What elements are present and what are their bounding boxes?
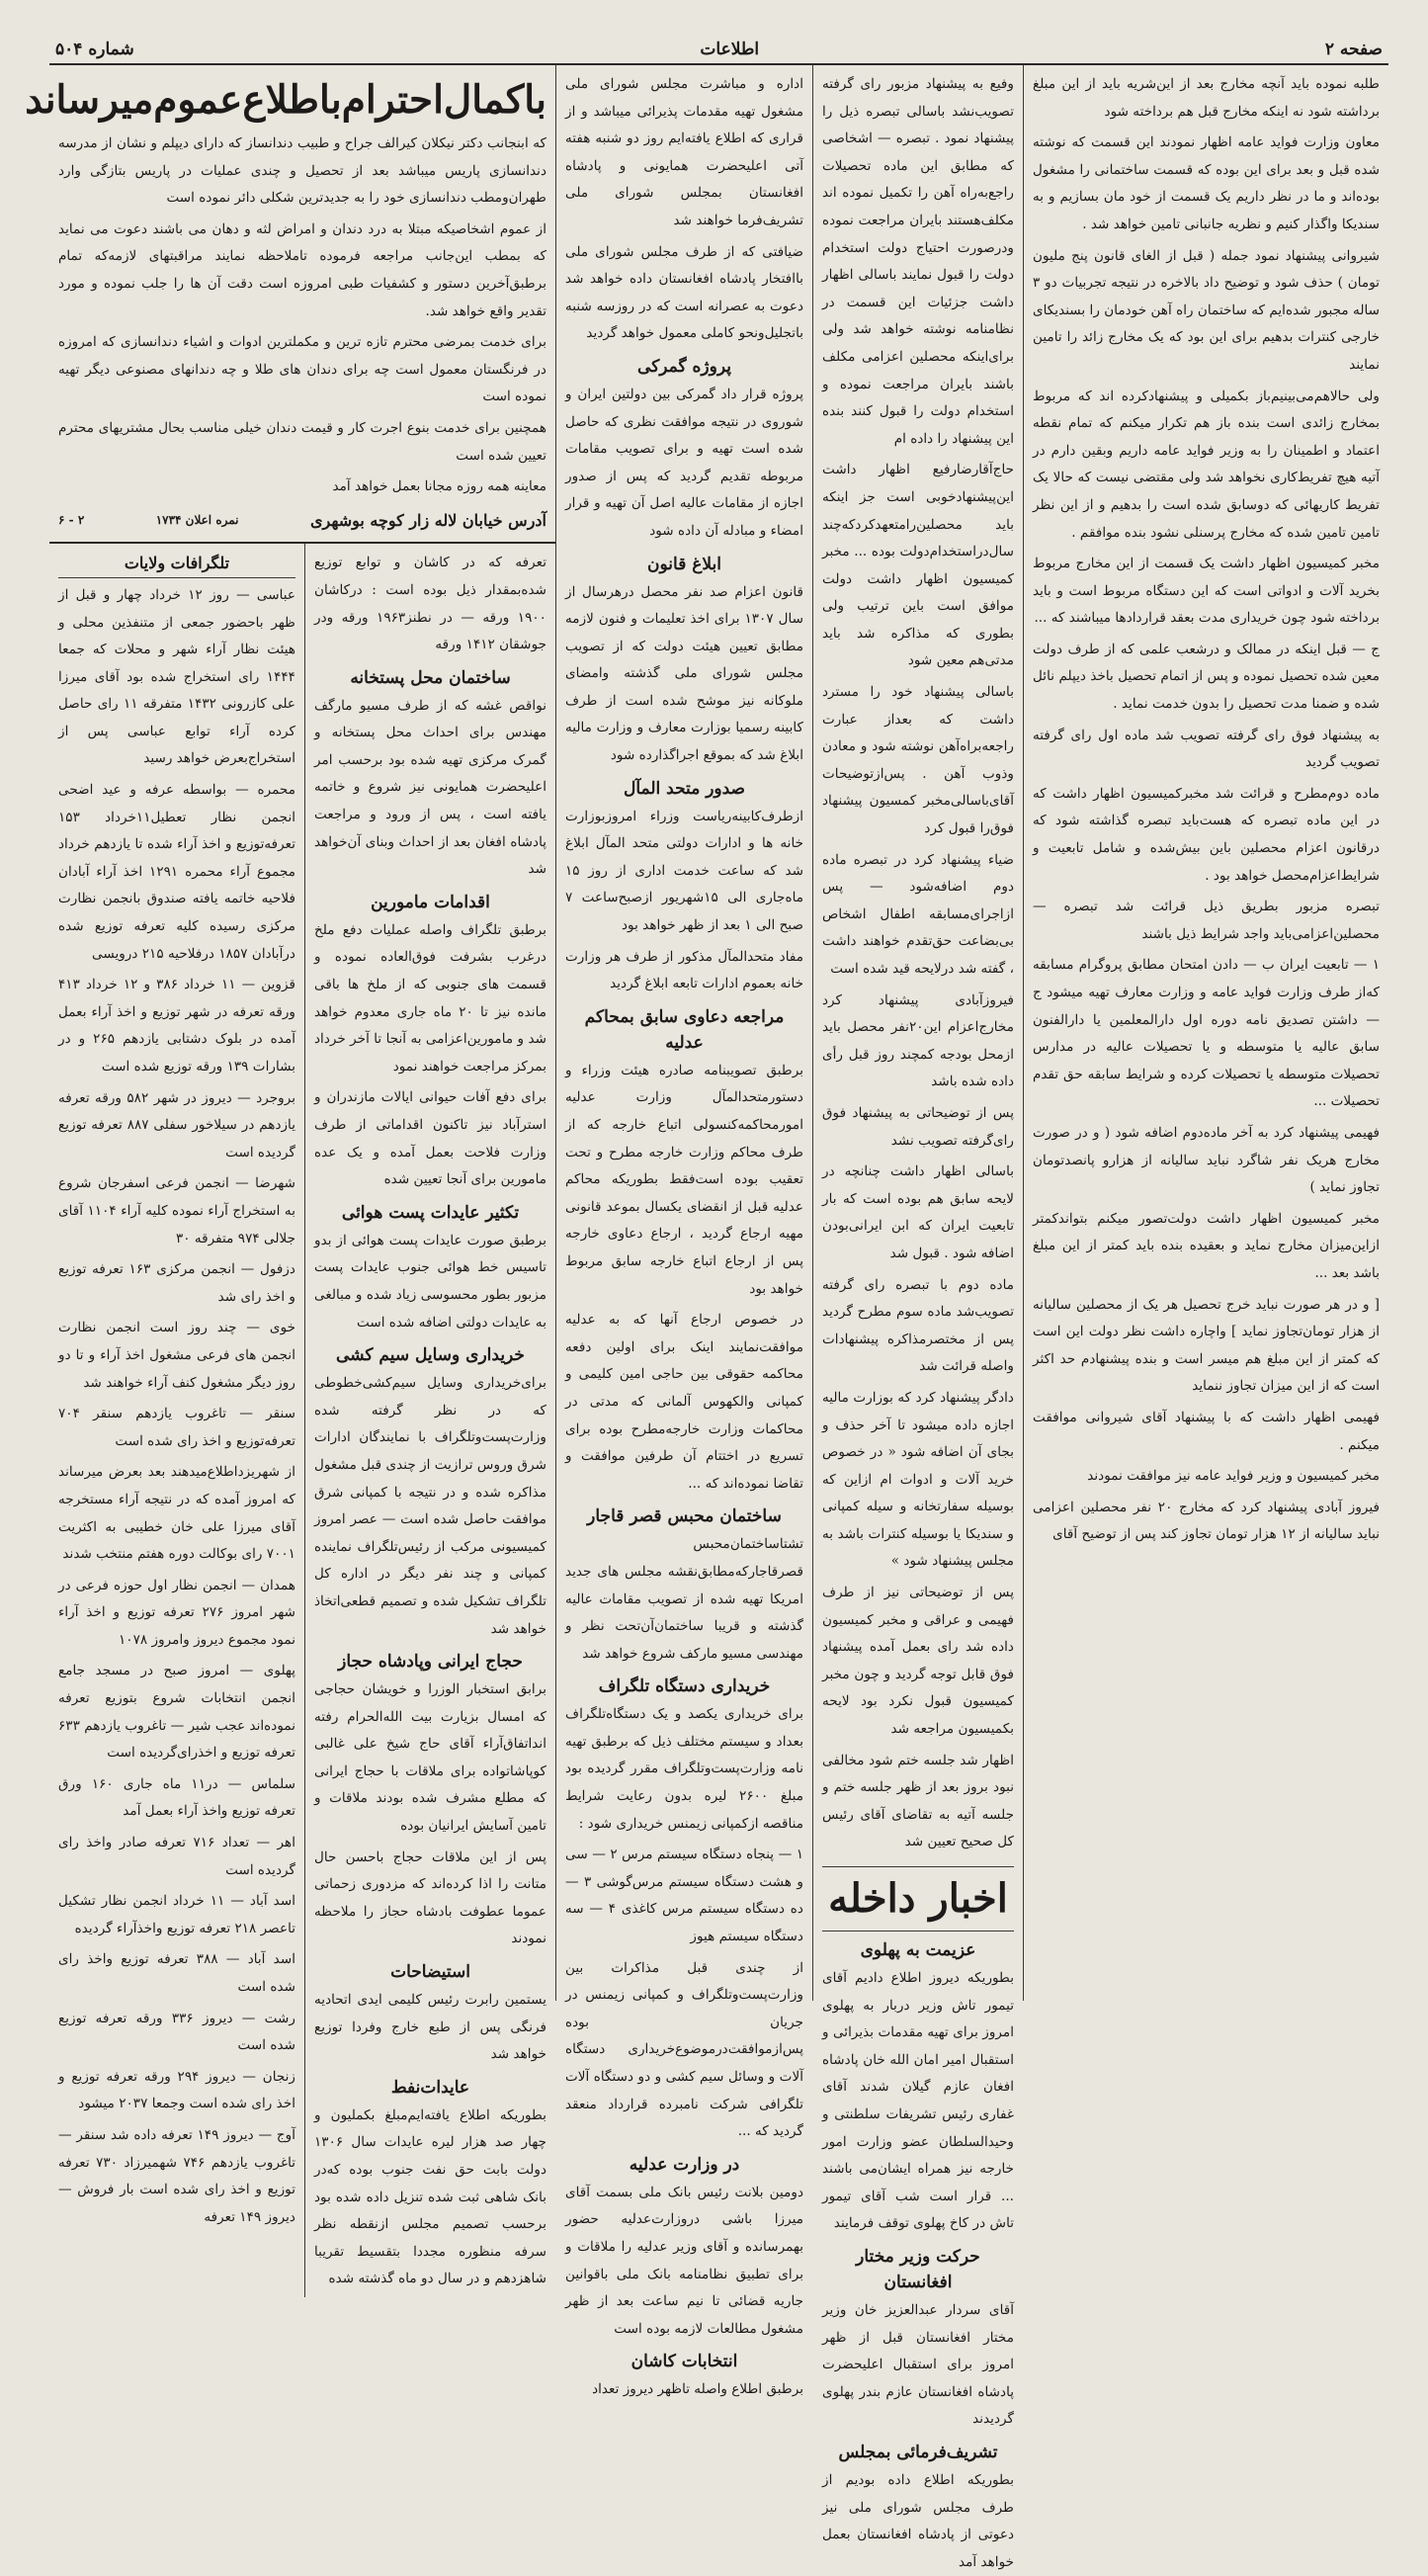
paragraph: دزفول — انجمن مرکزی ۱۶۳ تعرفه توزیع و اخذ رای شد [58, 1261, 295, 1305]
column-2 [304, 544, 555, 2297]
paper-name: اطلاعات [700, 40, 760, 59]
paragraph: اداره و مباشرت مجلس شورای ملی مشغول تهیه مقدمات پذیرائی میباشد و از قراری که اطلاع یافته‌ایم روز دو شنبه هفته آتی اعلیحضرت همایونی و پادشاه افغانستان بمجلس شورای ملی تشریف‌فرما خواهند شد [565, 76, 803, 228]
paragraph: برای خریداری یکصد و یک دستگاه‌تلگراف بعداد و سیستم مختلف ذیل که برطبق تهیه نامه وزارت‌پست‌وتلگراف مقرر گردیده بود مبلغ ۲۶۰۰ لیره بدون رعایت شرایط مناقصه ازکمپانی زیمنس خریداری شود : [565, 1706, 803, 1832]
paragraph: بطوریکه اطلاع یافته‌ایم‌مبلغ بکملیون و چهار صد هزار لیره عایدات سال ۱۳۰۶ دولت بابت حق نفت جنوب بوده که‌در بانک شاهی ثبت شده تنزیل داده شده بود برحسب تصمیم مجلس ازنقطه نظر سرفه منظوره مجددا بتقسیط تقریبا ‌شاهزدهم و در سال دو ماه گذشته شده [314, 2106, 546, 2287]
paragraph: ماده دوم‌مطرح‌ و قرائت شد مخبر‌کمیسیون اظهار داشت که در این ماده تبصره که هست‌باید تبصره گذاشته شود که درقانون اعزام محصلین باین بیش‌شده و شامل تابعیت و شرایط‌اعزام‌محصل خواهد بود . [1033, 785, 1380, 884]
paragraph: ازطرف‌کابینه‌ریاست وزراء امروزبوزارت خانه ها و ادارات دولتی متحد المآل ابلاغ شد که ساعت خدمت اداری از روز ۱۵ ماه‌جاری الی ۱۵شهریور ازصبح‌ساعت ۷ صبح الی ۱ بعد از ظهر خواهد بود [565, 808, 803, 934]
paragraph: از شهریزد‌اطلاع‌میدهند بعد بعرض میرساند که امروز آمده که در نتیجه آراء مستخرجه آقای میرزا علی خان خطیبی به اکثریت ۷۰۰۱ رای بوکالت دوره هفتم منتخب شدند [58, 1464, 295, 1563]
paragraph: دادگر پیشنهاد کرد که بوزارت مالیه اجازه داده میشود تا آخر حذف و بجای آن اضافه شود « در خصوص خرید آلات و ادوات ام ازاین که بوسیله سفارتخانه و سیله کمپانی و سندیکا یا بوسیله کنترات باشد به مجلس پیشنهاد شود » [822, 1389, 1014, 1570]
paragraph: ماده دوم با تبصره رای گرفته تصویب‌شد ماده سوم مطرح گردید پس از مختصرمذاکره پیشنهادات واصله قرائت شد [822, 1276, 1014, 1375]
paragraph: فیروزآبادی پیشنهاد کرد مخارج‌اعزام این‌۲۰نفر محصل باید ازمحل بودجه کمچند روز قبل رأی داده شده باشد [822, 991, 1014, 1090]
section-heading: عزیمت به پهلوی [860, 1940, 976, 1960]
paragraph: برطبق تلگراف واصله عملیات دفع ملخ درغرب بشرفت فوق‌العاده نموده و قسمت های جنوبی که از ملخ ها باقی مانده نیز تا ۲۰ ماه‌ جاری معدوم خواهد شد و مامورین‌اعزامی به آنجا تا آخر خرداد بمرکز مراجعت خواهند نمود [314, 921, 546, 1074]
section-heading: مراجعه دعاوی سابق بمحاکم عدلیه [584, 1006, 785, 1053]
column-5 [1023, 65, 1388, 2001]
paragraph: برطبق صورت عایدات پست هوائی از بدو تاسیس خط هوائی جنوب عایدات پست مزبور بطور محسوسی زیاد شده و مبالغی به عایدات دولتی اضافه شده است [314, 1232, 546, 1331]
paragraph: شیروانی پیشنهاد نمود جمله ( قبل از الغای قانون پنج ملیون تومان ) حذف شود و توضیح داد بالاخره در نتیجه تجربیات دو ۳ ساله مجبور شده‌ایم که ساختمان راه آهن خودمان را بسندیکای خارجی کنترات بدهیم برای این بود که یک مخارج زائد را تامین نمایند [1033, 247, 1380, 373]
section-heading: انتخابات کاشان [630, 2352, 738, 2372]
paragraph: باسالی اظهار داشت چنانچه در لایحه سابق هم بوده است که بار تابعیت ایران که ابن ایرانی‌بودن اضافه شود . قبول شد [822, 1163, 1014, 1261]
paragraph: برطبق تصویبنامه صادره هیئت وزراء و دستور‌متحدالمآل وزارت عدلیه امور‌محاکمه‌کنسولی اتباع خارجه که از طرف محاکم وزارت خارجه مطرح و تحت تعقیب بوده است‌فقط بطوریکه محاکم عدلیه قبل از انقضای یکسال بموعد قانونی مهیه ارجاع گردید ، ارجاع دعاوی خارجه پس از ارجاع اتباع خارجه سابق مربوط خواهد بود [565, 1062, 803, 1297]
left-block [25, 65, 555, 2287]
paragraph: از چندی قبل مذاکرات بین وزارت‌پست‌وتلگراف و کمپانی زیمنس در جریان بوده پس‌ازموافقت‌درموضوع‌خریداری دستگاه آلات و وسائل سیم کشی و دو دستگاه آلات تلگرافی شرکت نامبرده قرارداد منعقد گردید که ... [565, 1959, 803, 2140]
paragraph: اسد آباد — ۱۱ خرداد انجمن نظار تشکیل تاعصر ۲۱۸ تعرفه توزیع واخذآراء گردیده [58, 1893, 295, 1936]
paragraph: بطوریکه اطلاع داده بودیم از طرف مجلس شورای ملی نیز دعوتی از پادشاه افغانستان بعمل خواهد آمد [822, 2471, 1014, 2570]
dentist-advertisement [25, 65, 555, 544]
paragraph: قزوین — ۱۱ خرداد ۳۸۶ و ۱۲ خرداد ۴۱۳ ورقه تعرفه در شهر توزیع و اخذ آراء بعمل آمده در بلوک دشتابی یازدهم ۲۶۵ و در بشارات ۱۳۹ ورقه توزیع شده است [58, 977, 295, 1074]
paragraph: پس از توضیحاتی نیز از طرف فهیمی و عراقی و مخبر کمیسیون داده شد رای بعمل آمده پیشنهاد فوق قابل توجه گردید و چون مخبر کمیسیون قبول نکرد بود لایحه بکمیسیون مراجعه شد [822, 1585, 1014, 1738]
paragraph: برای‌خریداری وسایل سیم‌کشی‌خطوطی که در نظر گرفته شده وزارت‌پست‌وتلگراف با نمایندگان ادارات شرق وروس ترازیت از چندی قبل مشغول مذاکره شده و در نتیجه با کمپانی شرق موافقت حاصل شده است — عصر امروز کمیسیونی مرکب از رئیس‌تلگراف نماینده کمپانی و چند نفر دیگر در اداره کل تلگراف تشکیل شده و تصمیم قطعی‌اتخاذ خواهد شد [314, 1375, 546, 1637]
paragraph: ضیافتی که از طرف مجلس شورای ملی باافتخار پادشاه افغانستان داده خواهد شد دعوت به عصرانه است که در روزسه شنبه با‌تجلیل‌ونحو کاملی معمول خواهد گردید [565, 243, 803, 342]
columns [25, 65, 1388, 2570]
column-3 [555, 65, 812, 2398]
paragraph: ولی حالاهم‌می‌بینیم‌باز بکمیلی و پیشنهاد‌کرده اند که مربوط بمخارج زائدی است بنده باز هم تکرار میکنم که تمام نقطه اعتماد و اطمینان را به وزیر فواید عامه داریم وبقین دارم در آتیه هیچ تفریط‌کاری نخواهد شد ولی مقتضی نیست که حالا یک تفریط کاریهائی که دوسابق شده است را بدهیم و از این نظر تامین تامین شده که مخارج پرسنلی نشود بنده موافقم . [1033, 387, 1380, 541]
paragraph: بطوریکه دیروز اطلاع دادیم آقای تیمور تاش وزیر دربار به پهلوی امروز برای تهیه مقدمات بذیرائی و استقبال امیر امان الله خان پادشاه افغان عازم گیلان شدند آقای غفاری رئیس تشریفات سلطنتی و وحیدالسلطان عضو وزارت امور خارجه نیز همراه ایشان‌می باشند ... قرار است شب آقای تیمور تاش در کاخ پهلوی توقف فرمایند [822, 1970, 1014, 2232]
column-4 [812, 65, 1023, 2570]
section-heading: حرکت وزیر مختار افغانستان [856, 2246, 980, 2292]
ad-code: ۲ - ۶ [58, 512, 85, 527]
page-number: صفحه ۲ [1324, 40, 1383, 59]
paragraph: نواقص غشه‌ که از طرف مسیو مارگف مهندس برای احداث محل پستخانه و گمرک مرکزی تهیه شده بود برحسب امر اعلیحضرت همایونی نیز شروع و خاتمه یافته است ، پس از ورود و مراجعت پادشاه افغان بعد از احداث وبنای آن‌خواهد شد [314, 697, 546, 878]
running-head [49, 40, 1388, 65]
section-heading: عایدات‌نفط [390, 2077, 470, 2098]
paragraph: [ و در هر صورت نباید خرج تحصیل هر یک از محصلین سالیانه از هزار تومان‌تجاوز نماید ] و‌اچاره داشت نظر دولت این است که کمتر از این مبلغ هم میسر است و بنده پیشنهادم حد اکثر است که از این میزان تجاوز ننماید [1033, 1296, 1380, 1395]
ad-footer [58, 507, 546, 535]
paragraph: زنجان — دیروز ۲۹۴ ورقه تعرفه توزیع و اخذ رای شده است وجمعا ۲۰۳۷ میشود [58, 2068, 295, 2112]
section-heading: استیضاحات [390, 1962, 470, 1983]
section-heading: تکثیر عایدات پست هوائی [341, 1202, 520, 1223]
section-heading: در وزارت عدلیه [629, 2154, 740, 2175]
section-heading: خریداری وسایل سیم کشی [336, 1345, 525, 1366]
paragraph: رشت — دیروز ۳۳۶ ورقه تعرفه توزیع شده است [58, 2010, 295, 2054]
ad-paragraph: از عموم اشخاصیکه مبتلا به درد دندان و امراض لثه و دهان می باشند دعوت می نماید که بمطب این‌جانب مراجعه فرموده تاملاحظه نمایند مراقبتهای لازمه‌که تمام برطبق‌آخرین دستور و کشفیات طبی امروزه است دقت آن ها را جلب نموده و مورد تقدیر واقع خواهد شد. [58, 220, 546, 319]
paragraph: قانون اعزام صد نفر محصل درهرسال از سال ۱۳۰۷ برای اخذ تعلیمات و فنون لازمه مطابق تعیین هیئت دولت که از تصویب مجلس شورای ملی گذشته وامضای ملوکانه نیز موشح شده است از طرف کابینه رسمیا بوزارت معارف و وزارت مالیه ابلاغ شد که بموقع اجرا‌گذارده شود [565, 583, 803, 764]
paragraph: اظهار شد جلسه ختم شود مخالفی نبود بروز بعد از ظهر جلسه ختم و جلسه آتیه به تقاضای آقای رئیس کل صحیح تعیین شد [822, 1752, 1014, 1850]
paragraph: آوج — دیروز ۱۴۹ تعرفه داده شد سنقر — تاغروب یازدهم ۷۴۶ شهمیرزاد ۷۳۰ تعرفه توزیع و اخذ رای شده است بار فروش — دیروز ۱۴۹ تعرفه [58, 2126, 296, 2225]
paragraph: فهیمی پیشنهاد کرد به آخر ماده‌دوم اضافه شود ( و در صورت مخارج هریک نفر شاگرد نباید سالیانه از هزارو پانصدتومان تجاوز نماید ) [1033, 1124, 1380, 1196]
section-heading: صدور متحد المآل [623, 778, 745, 799]
paragraph: ۱ — پنجاه دستگاه سیستم مرس ۲ — سی و هشت دستگاه سیستم مرس‌گوشی ۳ — ده دستگاه سیستم مرس کاغذی ۴ — سه دستگاه سیستم هیوز [565, 1846, 803, 1945]
ad-paragraph: برای خدمت بمرضی محترم تازه ترین و مکملترین ادوات و اشیاء دندانسازی که امروزه در فرنگستان معمول است چه برای دندان های طلا و چه دندانهای مصنوعی دیگر تهیه نموده است [58, 334, 546, 405]
paragraph: سلماس — در۱۱ ماه جاری ۱۶۰ ورق تعرفه توزیع واخذ آراء بعمل آمد [58, 1775, 295, 1820]
paragraph: مخبر کمیسیون اظهار داشت یک قسمت از این مخارج مربوط بخرید آلات و ادواتی است که این دستگاه مربوط است و باید برداخته شود چون خریداری مدت بعقد قرارداد‌ها میباشند که ... [1033, 556, 1380, 627]
column-1 [49, 544, 304, 2297]
paragraph: معاون وزارت فواید عامه اظهار نمودند این قسمت که نوشته شده قبل و بعد برای این بوده که قسمت ساختمانی را مشغول بوده‌اند و ما در نظر داریم یک قسمت از خود مان بسازیم و به سندیکا واگذار کنیم و نظریه جانبانی تامین خواهد شد . [1033, 134, 1380, 232]
paragraph: طلبه نموده باید آنچه مخارج بعد از این‌شریه باید از این مبلغ برداشته شود نه اینکه مخارج قبل هم برداخته شود [1033, 76, 1380, 120]
paragraph: مخبر کمیسیون اظهار داشت دولت‌تصور میکنم بتواند‌کمتر ازاین‌میزان مخارج نماید و بعقیده بنده باید کمتر از این مبلغ باشد بعد ... [1033, 1210, 1380, 1281]
paragraph: مخبر کمیسیون و وزیر فواید عامه نیز موافقت نمودند [1087, 1468, 1380, 1485]
paragraph: آقای سردار عبدالعزیز خان وزیر مختار افغانستان قبل از ظهر امروز برای استقبال اعلیحضرت پادشاه افغانستان عازم بندر پهلوی گردیدند [822, 2301, 1014, 2428]
ad-headline: باکمال‌احترام‌باطلاع‌عموم‌میرساند [25, 77, 546, 123]
paragraph: ۱ — تابعیت ایران ب — دادن امتحان مطابق پروگرام مسابقه که‌از طرف وزارت فواید عامه و وزارت معارف تهیه میشود ج — داشتن تصدیق نامه دوره اول دارالمعلمین یا دارالفنون سابق عالیه یا متوسطه و یا تحصیلات عالیه در مدارس تحصیلات متوسطه یا تحصیلات کرده و شرایط سابقه حق تقدم تحصیلات ... [1033, 957, 1380, 1110]
paragraph: حاج‌آقا‌رضارفیع اظهار داشت این‌پیشنهادخوبی است جز اینکه باید محصلین‌را‌متعهدکرد‌که‌چند سال‌در‌استخدام‌دولت بوده ... مخبر کمیسیون اظهار داشت دولت موافق است باین ترتیب ولی بطوری که مذاکره شد باید مدتی‌هم معین شود [822, 462, 1014, 669]
paragraph: خوی — چند روز است انجمن نظارت انجمن های فرعی مشغول اخذ آراء و تا دو روز دیگر مشغول کنف آراء خواهند شد [58, 1320, 295, 1391]
section-heading: ساختمان محل پستخانه [350, 667, 511, 688]
ad-paragraph: معاینه همه روزه مجانا بعمل خواهد آمد [332, 478, 546, 495]
paragraph: یستمین رابرت رئیس کلیمی ایدی اتحادیه فرنگی پس از طبع خارج وفردا توزیع خواهد شد [314, 1992, 546, 2063]
telegraphs-heading: تلگرافات ولایات [58, 550, 295, 578]
paragraph: فهیمی اظهار داشت که با پیشنهاد آقای شیروانی موافقت میکنم . [1033, 1409, 1380, 1453]
paragraph: محمره — بواسطه عرفه و عید اضحی انجمن نظار تعطیل۱۱خرداد ۱۵۳ تعرفه‌توزیع و اخذ آراء شده تا یازدهم خرداد مجموع آراء محمره ۱۲۹۱ اخذ آراء آبادان فلاحیه خاتمه یافته صندوق بانجمن نظارت مرکزی رسیده کلیه تعرفه توزیع شده درآبادان ۱۸۵۷ درفلاحیه ۲۱۵ درویسی [58, 782, 296, 962]
paragraph: اهر — تعداد ۷۱۶ تعرفه صادر واخذ رای گردیده است [58, 1835, 296, 1878]
paragraph: بروجرد — دیروز در شهر ۵۸۲ ورقه تعرفه یازدهم در سیلاخور سفلی ۸۸۷ تعرفه توزیع گردیده است [58, 1089, 295, 1160]
paragraph: پروژه قرار داد گمرکی بین دولتین ایران و شوروی در نتیجه موافقت نظری که حاصل شده است تهیه و برای تصویب مقامات مربوطه تقدیم گردید که پس از صدور اجازه از مقامات عالیه اصل آن تهیه و قرار امضاء و مبادله آن داده شود [565, 386, 803, 539]
section-heading: تشریف‌فرمائی بمجلس [838, 2442, 998, 2462]
ad-number: نمره اعلان ۱۷۳۴ [155, 512, 239, 527]
paragraph: برطبق اطلاع واصله تاظهر دیروز تعداد [592, 2381, 803, 2398]
issue-number: شماره ۵۰۴ [55, 40, 134, 59]
paragraph: به پیشنهاد فوق رای گرفته تصویب شد ماده اول رای گرفته تصویب گردید [1033, 727, 1380, 771]
domestic-news-heading: اخبار داخله [822, 1866, 1014, 1932]
paragraph: پس از این ملاقات حجاج با‌حسن حال متانت را اذا کرده‌اند که مزدوری زحماتی عموما‌ عطوفت بادشاه حجاز را ملاحظه نمودند [314, 1848, 546, 1947]
section-heading: ابلاغ قانون [647, 554, 721, 574]
paragraph: برای دفع آفات حیوانی ایالات مازندران و استرآباد نیز تاکنون اقداماتی از طرف وزارت فلاحت بعمل آمده و یک عده مامورین برای آنجا تعیین شده [314, 1089, 546, 1188]
paragraph: عباسی — روز ۱۲ خرداد چهار و قبل از ظهر باحضور جمعی از متنفذین محلی و هیئت نظار آراء شهر و محلات که جمعا ۱۴۴۴ رای استخراج شده بود آقای میرزا علی کازرونی ۱۴۳۲ متفرقه ۱۱ رای حاصل کرده آراء توابع عباسی پس از استخراج‌بعرض خواهد رسید [58, 586, 295, 767]
section-heading: حجاج ایرانی وپادشاه حجاز [338, 1652, 523, 1673]
paragraph: فیروز آبادی پیشنهاد کرد که مخارج ۲۰ نفر محصلین اعزامی نباید سالیانه از ۱۲ هزار تومان تجاوز کند پس از توضیح آقای [1033, 1499, 1380, 1543]
paragraph: برابق استخبار الوزرا و خویشان حجاجی که امسال بزیارت بیت الله‌الحرام رفته اند‌اتفاق‌آراء آقای حاج شیخ علی غالبی کوپاشاتواده برای ملاقات با حجاج ایرانی که مطلع مشرف شده بودند ملاقات و تامین آسایش ایرانیان بوده [314, 1681, 546, 1835]
paragraph: پس از توضیحاتی به پیشنهاد فوق رای‌گرفته تصویب نشد [822, 1104, 1014, 1149]
paragraph: ج — قبل اینکه در ممالک و درشعب علمی که از طرف دولت معین شده تحصیل نموده و پس از اتمام تحصیل باخذ دیپلم نائل شده و ضمنا مدت تحصیل را بدون خدمت نماید . [1033, 641, 1380, 713]
paragraph: اسد آباد — ۳۸۸ تعرفه توزیع واخذ رای شده است [58, 1951, 295, 1995]
ad-paragraph: همچنین برای خدمت بنوع اجرت کار و قیمت دندان خیلی مناسب بحال مشتریهای محترم تعیین شده است [58, 419, 546, 464]
lower-left-columns [49, 544, 555, 2297]
paragraph: همدان — انجمن نظار اول حوزه فرعی در شهر امروز ۲۷۶ تعرفه توزیع و اخذ آراء نمود مجموع دیروز وامروز ۱۰۷۸ [58, 1577, 295, 1648]
paragraph: باسالی پیشنهاد خود را مسترد داشت که بعداز عبارت راجعه‌براه‌آهن نوشته شود و معادن وذوب آهن . پس‌ازتوضیحات آقای‌باسالی‌مخبر کمسیون پیشنهاد فوق‌را قبول کرد [822, 684, 1014, 837]
paragraph: ضیاء پیشنهاد کرد در تبصره ماده دوم اضافه‌شود — پس ازاجرای‌مسابقه اطفال اشخاص بی‌بضاعت حق‌تقدم خواهند داشت ، گفته شد درلایحه قید شده است [822, 851, 1014, 977]
paragraph: پهلوی — امروز صبح در مسجد جامع انجمن انتخابات شروع بتوزیع تعرفه نموده‌اند عجب شیر — تاغروب یازدهم ۶۳۳ تعرفه توزیع و اخذرای‌گردیده است [58, 1663, 295, 1761]
ad-paragraph: که‌ ‌ابنجانب ‌دکتر نیکلان کیرالف جراح و طبیب دندانساز که دارای دیپلم و نشان از مدرسه دندانسازی پاریس میباشد بعد از تحصیل و چندی عملیات در پاریس بتازگی وارد طهران‌ومطب دندانسازی خود را به جدیدترین شکلی دائر نموده است [58, 135, 546, 207]
section-heading: اقدامات مامورین [371, 892, 490, 912]
paragraph: سنقر — تاغروب یازدهم سنقر ۷۰۴ تعرفه‌توزیع و اخذ رای شده است [58, 1406, 295, 1449]
paragraph: مفاد متحد‌المآل مذکور از طرف هر وزارت خانه بعموم ادارات تابعه ابلاغ گردید [565, 948, 803, 992]
section-heading: خریداری دستگاه تلگراف [598, 1676, 771, 1697]
paragraph: در خصوص ارجاع آنها که به عدلیه موافقت‌نمایند اینک برای اولین دفعه محاکمه حقوقی بین حاجی امین کلیمی و کمپانی والکهوس آلمانی که مدتی در محاکمات وزارت خارجه‌مطرح بوده برای تسریع در اختتام آن طرفین موافقت و تقاضا نموده‌اند که ... [565, 1312, 803, 1492]
paragraph: تشتاساختمان‌محبس قصرقاجار‌که‌مطابق‌نقشه مجلس های جدید امریکا تهیه شده از تصویب مقامات عالیه گذشته و قریبا ساختمان‌آن‌تحت نظر و مهندسی مسیو مارکف شروع خواهد شد [565, 1536, 803, 1662]
paragraph: تبصره مزبور بطریق ذیل قرائت شد تبصره — محصلین‌اعزامی‌باید واجد شرایط ذیل باشند [1033, 899, 1380, 942]
paragraph: تعرفه که در کاشان و توابع توزیع شده‌بمقدار ذیل بوده است : درکاشان ۱۹۰۰ ورقه — در نطنز۱۹۶۳ ورقه ودر جوشقان ۱۴۱۲ ورقه [314, 555, 546, 653]
section-heading: ساختمان محبس قصر قاجار [587, 1506, 782, 1527]
paragraph: وفیع به پیشنهاد مزبور رای گرفته تصویب‌نشد باسالی تبصره ذیل را پیشنهاد نمود . تبصره — اشخاصی که مطابق این ماده تحصیلات را‌جع‌به‌راه آهن را تکمیل نموده اند مکلف‌هستند بایران مراجعت نموده ودرصورت احتیاج دولت استخدام دولت را قبول نمایند باسالی اظهار داشت جزئیات این قسمت در نظامنامه نوشته خواهد شد ولی برای‌اینکه محصلین اعزامی مکلف باشند بایران مراجعت نموده و استخدام دولت را قبول کنند بنده این پیشنهاد را داده ام [822, 76, 1014, 447]
section-heading: پروژه گمرکی [637, 356, 731, 377]
paragraph: شهرضا — انجمن فرعی اسفرجان شروع به استخراج آراء نموده کلیه آراء ۱۱۰۴ آقای جلالی ۹۷۴ متفرقه ۳۰ [58, 1175, 295, 1246]
ad-address: آدرس خیابان لاله زار کوچه بوشهری [309, 510, 546, 530]
paragraph: دومین بلانت رئیس بانک ملی بسمت آقای میرزا باشی دروزارت‌عدلیه حضور بهمرسانده و آقای وزیر عدلیه را ملاقات و برای تطبیق نظامنامه بانک ملی باقوانین جاریه‌ قضائی تا نیم ساعت بعد از ظهر مشغول مطالعات لازمه بوده است [565, 2184, 803, 2337]
